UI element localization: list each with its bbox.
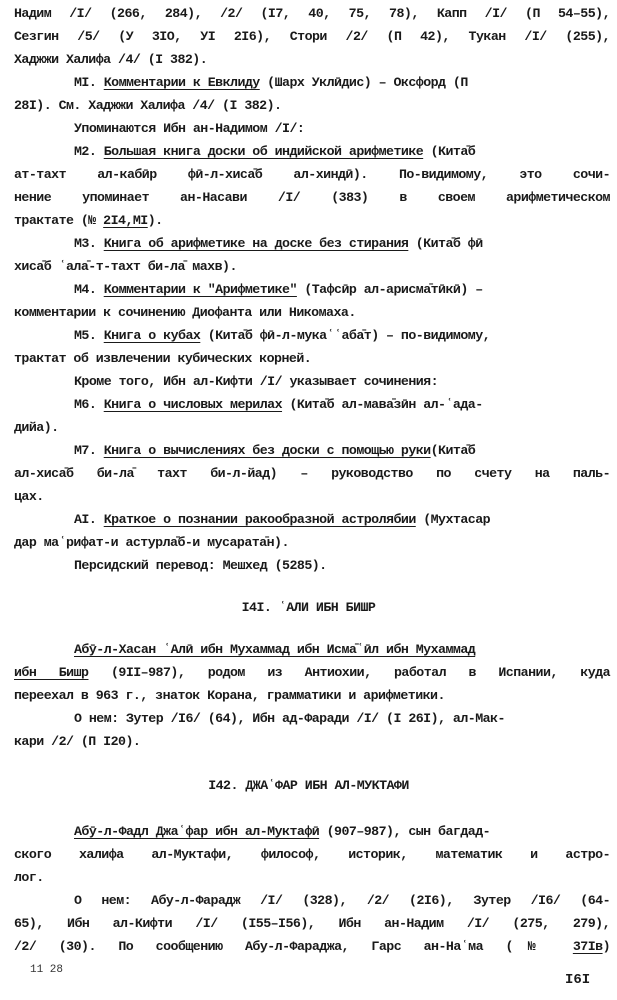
entry-line: АI. Краткое о познании ракообразной астролябии (Мухтасар <box>74 512 491 527</box>
entry-line: М3. Книга об арифметике на доске без стирания (Кита̄б фӣ <box>74 236 483 251</box>
entry-line: М7. Книга о вычислениях без доски с помощью руки(Кита̄б <box>74 443 476 458</box>
text-line: 28I). См. Хаджжи Халифа /4/ (I 382). <box>14 98 282 113</box>
text-line: Сезгин /5/ (У 3IO, УI 2I6), Стори /2/ (П 42), Тукан /I/ (255), <box>14 29 610 44</box>
text-line: трактат об извлечении кубических корней. <box>14 351 312 366</box>
reference-number: 37Iв <box>572 939 603 954</box>
text-line: дар маʿрифат-и астурла̄б-и мусарата̄н). <box>14 535 289 550</box>
author-name: ибн Бишр <box>14 665 89 680</box>
text-line: кари /2/ (П I20). <box>14 734 141 749</box>
text-line: /2/ (30). По сообщению Абу-л-Фараджа, Гарс ан-Наʿма (№ 37Iв) <box>14 939 610 954</box>
entry-line: МI. Комментарии к Евклиду (Шарх Уклӣдис) – Оксфорд (П <box>74 75 468 90</box>
text-line: нение упоминает ан-Насави /I/ (383) в своем арифметическом <box>14 190 610 205</box>
work-title: Книга о кубах <box>103 328 201 343</box>
text-line: ского халифа ал-Муктафи, философ, историк, математик и астро- <box>14 847 610 862</box>
entry-line: М4. Комментарии к "Арифметике" (Тафсӣр ал-арисма̄тӣкӣ) – <box>74 282 483 297</box>
text-line: хиса̄б ʿала̄-т-тахт би-ла̄ махв). <box>14 259 237 274</box>
text-line: лог. <box>14 870 44 885</box>
section-heading: I4I. ʿАЛИ ИБН БИШР <box>241 600 376 615</box>
text-line: переехал в 963 г., знаток Корана, грамматики и арифметики. <box>14 688 445 703</box>
text-line: О нем: Абу-л-Фарадж /I/ (328), /2/ (2I6), Зутер /I6/ (64- <box>74 893 610 908</box>
entry-line: Абӯ-л-Фадл Джаʿфар ибн ал-Муктафӣ (907–987), сын багдад- <box>74 824 491 839</box>
reference-number: 2I4,МI <box>103 213 148 228</box>
text-line: трактате (№ 2I4,МI). <box>14 213 163 228</box>
text-line: Хаджжи Халифа /4/ (I 382). <box>14 52 208 67</box>
text-line: ат-тахт ал-кабӣр фӣ-л-хиса̄б ал-хиндӣ). По-видимому, это сочи- <box>14 167 610 182</box>
text-line: Надим /I/ (266, 284), /2/ (I7, 40, 75, 78), Капп /I/ (П 54–55), <box>14 6 610 21</box>
text-line: комментарии к сочинению Диофанта или Никомаха. <box>14 305 356 320</box>
work-title: Большая книга доски об индийской арифметике <box>103 144 424 159</box>
text-line: ибн Бишр (9II–987), родом из Антиохии, работал в Испании, куда <box>14 665 610 680</box>
author-name: Абӯ-л-Хасан ʿАлӣ ибн Мухаммад ибн Исма̄ʿӣл ибн Мухаммад <box>74 642 476 657</box>
entry-line: М6. Книга о числовых мерилах (Кита̄б ал-мава̄зӣн ал-ʿада- <box>74 397 483 412</box>
entry-line: М2. Большая книга доски об индийской арифметике (Кита̄б <box>74 144 476 159</box>
text-line: Упоминаются Ибн ан-Надимом /I/: <box>74 121 305 136</box>
author-name: Абӯ-л-Фадл Джаʿфар ибн ал-Муктафӣ <box>74 824 320 839</box>
print-code: 11 28 <box>30 964 64 976</box>
text-line: О нем: Зутер /I6/ (64), Ибн ад-Фаради /I/ (I 26I), ал-Мак- <box>74 711 505 726</box>
text-line: ал-хиса̄б би-ла̄ тахт би-л-йад) – руководство по счету на паль- <box>14 466 610 481</box>
work-title: Книга о вычислениях без доски с помощью руки <box>103 443 431 458</box>
work-title: Комментарии к Евклиду <box>103 75 260 90</box>
text-line: Персидский перевод: Мешхед (5285). <box>74 558 327 573</box>
text-line: дийа). <box>14 420 59 435</box>
work-title: Книга о числовых мерилах <box>103 397 283 412</box>
text-line: 65), Ибн ал-Кифти /I/ (I55–I56), Ибн ан-Надим /I/ (275, 279), <box>14 916 610 931</box>
work-title: Комментарии к "Арифметике" <box>103 282 297 297</box>
work-title: Книга об арифметике на доске без стирания <box>103 236 409 251</box>
page-number: I6I <box>565 972 591 988</box>
entry-line: М5. Книга о кубах (Кита̄б фӣ-л-мукаʿʿаба̄т) – по-видимому, <box>74 328 491 343</box>
section-heading: I42. ДЖАʿФАР ИБН АЛ-МУКТАФИ <box>208 778 409 793</box>
work-title: Краткое о познании ракообразной астролябии <box>103 512 416 527</box>
text-line: Кроме того, Ибн ал-Кифти /I/ указывает сочинения: <box>74 374 439 389</box>
text-line: цах. <box>14 489 44 504</box>
